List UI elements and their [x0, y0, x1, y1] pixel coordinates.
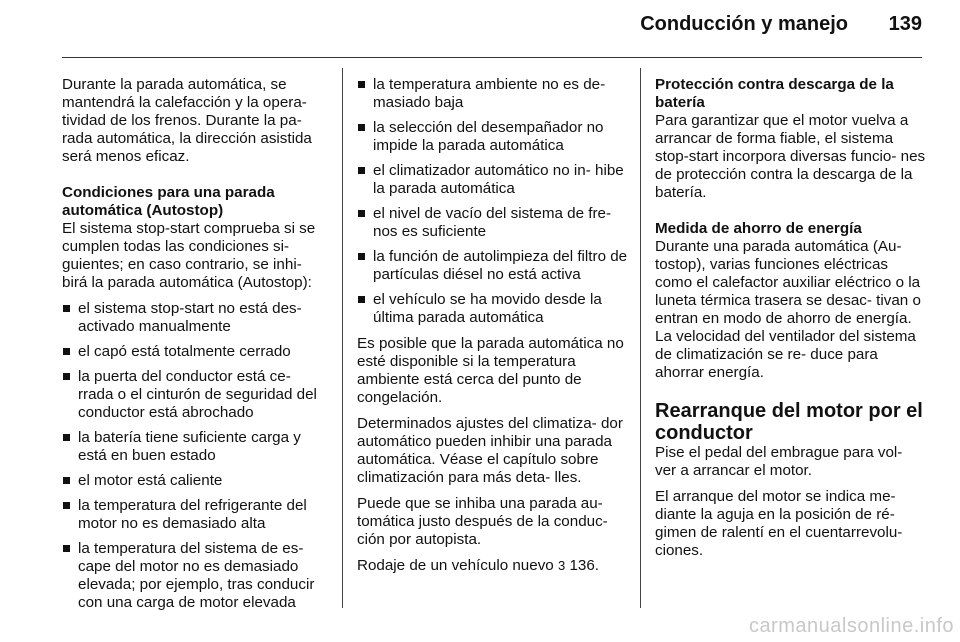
running-in-paragraph: [357, 557, 629, 575]
list-item: [357, 162, 629, 198]
list-item: [62, 343, 330, 361]
bullet-icon: [63, 434, 70, 441]
page-title: Conducción y manejo: [640, 13, 848, 35]
column-divider-1: [342, 68, 343, 608]
list-item-text: la selección del desempañador no impide la parada automática: [373, 119, 604, 154]
list-item: [62, 368, 330, 422]
list-item: [357, 119, 629, 155]
list-item: [62, 540, 330, 612]
list-item: [357, 205, 629, 241]
bullet-icon: [358, 167, 365, 174]
list-item-text: el climatizador automático no in- hibe la parada automática: [373, 162, 624, 197]
conditions-list-continued: [357, 76, 629, 327]
list-item: [62, 300, 330, 336]
list-item-text: el capó está totalmente cerrado: [78, 343, 291, 360]
bullet-icon: [358, 81, 365, 88]
cross-reference-icon: 3: [557, 558, 566, 573]
list-item: [357, 76, 629, 112]
list-item: [62, 497, 330, 533]
battery-heading: Protección contra descarga de la batería: [655, 76, 894, 111]
intro-paragraph: Durante la parada automática, se mantendrá la calefacción y la opera- tividad de los frenos. Durante la pa- rada automática, la dirección asistida será menos eficaz.: [62, 76, 312, 165]
watermark: carmanualsonline.info: [748, 615, 954, 637]
list-item: [62, 429, 330, 465]
column-1: [62, 76, 330, 620]
list-item-text: el motor está caliente: [78, 472, 223, 489]
list-item-text: la temperatura del sistema de es- cape del motor no es demasiado elevada; por ejemplo, tras conducir con una carga de motor elevada: [78, 540, 315, 611]
conditions-paragraph: El sistema stop-start comprueba si se cumplen todas las condiciones si- guientes; en caso contrario, se inhi- birá la parada automática (Autostop):: [62, 220, 316, 291]
column-2: [357, 76, 629, 583]
restart-heading: Rearranque del motor por el conductor: [655, 400, 923, 444]
bullet-icon: [63, 545, 70, 552]
bullet-icon: [358, 124, 365, 131]
running-in-text: Rodaje de un vehículo nuevo: [357, 557, 554, 574]
bullet-icon: [358, 296, 365, 303]
list-item-text: la función de autolimpieza del filtro de partículas diésel no está activa: [373, 248, 628, 283]
cross-reference-link[interactable]: 136.: [569, 557, 600, 574]
bullet-icon: [63, 477, 70, 484]
bullet-icon: [63, 373, 70, 380]
column-3: [655, 76, 927, 568]
header-divider: [62, 57, 922, 58]
energy-saving-heading: Medida de ahorro de energía: [655, 220, 862, 237]
bullet-icon: [358, 210, 365, 217]
energy-saving-paragraph: Durante una parada automática (Au- tostop), varias funciones eléctricas como el calefactor auxiliar eléctrico o la luneta térmica trasera se desac- tivan o entran en modo de ahorro de energía. La velocidad del ventilador del sistema de climatización se re- duce para ahorrar energía.: [655, 238, 921, 381]
column-divider-2: [640, 68, 641, 608]
list-item-text: el sistema stop-start no está des- activado manualmente: [78, 300, 302, 335]
list-item: [62, 472, 330, 490]
list-item-text: la temperatura ambiente no es de- masiado baja: [373, 76, 606, 111]
page-number: 139: [888, 13, 922, 35]
list-item-text: el vehículo se ha movido desde la última parada automática: [373, 291, 602, 326]
bullet-icon: [63, 305, 70, 312]
list-item-text: la puerta del conductor está ce- rrada o el cinturón de seguridad del conductor está abrochado: [78, 368, 317, 421]
conditions-list: [62, 300, 330, 612]
restart-paragraph-2: El arranque del motor se indica me- diante la aguja en la posición de ré- gimen de ralentí en el cuentarrevolu- ciones.: [655, 488, 903, 559]
bullet-icon: [63, 348, 70, 355]
bullet-icon: [63, 502, 70, 509]
list-item: [357, 291, 629, 327]
list-item-text: la batería tiene suficiente carga y está en buen estado: [78, 429, 301, 464]
list-item: [357, 248, 629, 284]
freezing-paragraph: Es posible que la parada automática no esté disponible si la temperatura ambiente está cerca del punto de congelación.: [357, 335, 624, 406]
conditions-heading: Condiciones para una parada automática (Autostop): [62, 184, 275, 219]
list-item-text: el nivel de vacío del sistema de fre- nos es suficiente: [373, 205, 612, 240]
list-item-text: la temperatura del refrigerante del motor no es demasiado alta: [78, 497, 307, 532]
motorway-paragraph: Puede que se inhiba una parada au- tomática justo después de la conduc- ción por autopista.: [357, 495, 608, 548]
bullet-icon: [358, 253, 365, 260]
climate-paragraph: Determinados ajustes del climatiza- dor automático pueden inhibir una parada automática. Véase el capítulo sobre climatización para más deta- lles.: [357, 415, 623, 486]
restart-paragraph-1: Pise el pedal del embrague para vol- ver a arrancar el motor.: [655, 444, 903, 479]
battery-paragraph: Para garantizar que el motor vuelva a arrancar de forma fiable, el sistema stop-start incorpora diversas funcio- nes de protección contra la descarga de la batería.: [655, 112, 926, 201]
